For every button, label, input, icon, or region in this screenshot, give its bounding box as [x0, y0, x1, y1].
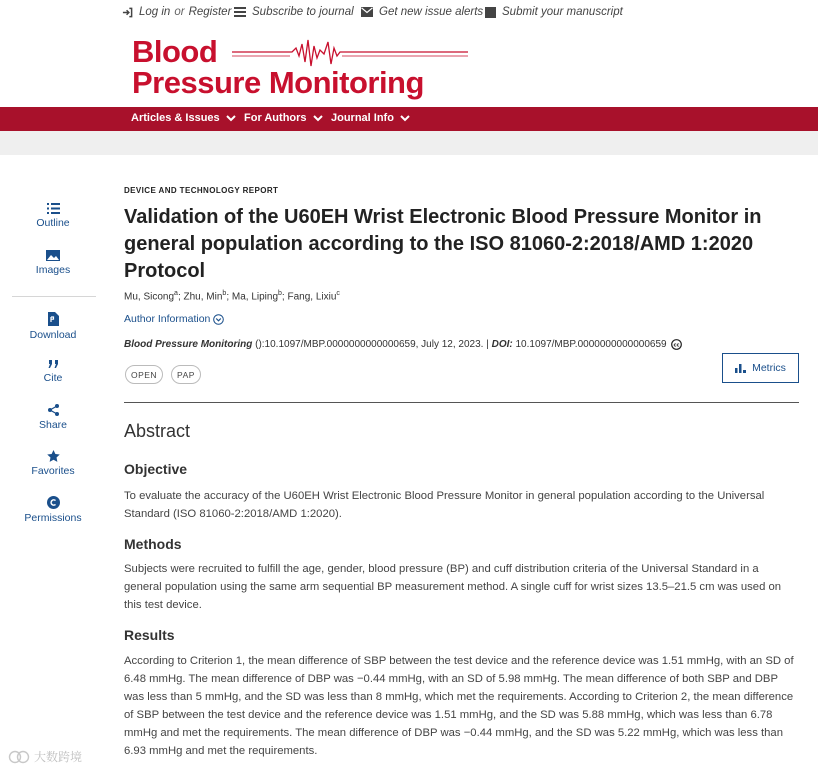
or-text: or — [174, 6, 185, 18]
author-separator: ; — [177, 291, 184, 303]
watermark-logo-icon — [8, 750, 30, 764]
nav-label: Journal Info — [331, 112, 394, 124]
author-name[interactable]: Ma, Liping — [231, 291, 279, 303]
top-utility-bar — [0, 0, 818, 28]
author-affiliation-sup: a — [174, 290, 178, 297]
subscribe-label[interactable]: Subscribe to journal — [252, 6, 354, 18]
citation-line — [124, 339, 682, 350]
sidebar-label: Share — [38, 419, 68, 431]
alerts-label[interactable]: Get new issue alerts — [379, 6, 484, 18]
sidebar-item-images[interactable] — [10, 250, 96, 276]
alerts-link[interactable] — [361, 6, 483, 18]
watermark-text: 大数跨境 — [34, 750, 83, 764]
envelope-icon — [361, 7, 373, 17]
results-heading: Results — [124, 627, 175, 643]
metrics-button[interactable] — [722, 353, 799, 383]
nav-for-authors[interactable] — [244, 112, 323, 124]
journal-logo[interactable] — [132, 36, 472, 102]
star-icon — [47, 450, 60, 462]
methods-heading: Methods — [124, 536, 182, 552]
sidebar-item-share[interactable] — [10, 404, 96, 431]
doi-label: DOI: — [491, 339, 513, 350]
sidebar-divider — [12, 296, 96, 297]
doi-value[interactable]: 10.1097/MBP.0000000000000659 — [512, 339, 667, 350]
sidebar-label: Download — [29, 329, 77, 341]
square-icon — [485, 7, 496, 18]
article-type: DEVICE AND TECHNOLOGY REPORT — [124, 186, 279, 195]
subscribe-link[interactable] — [234, 6, 354, 18]
author-name[interactable]: Zhu, Min — [183, 291, 223, 303]
author-affiliation-sup: b — [222, 290, 227, 297]
nav-journal-info[interactable] — [331, 112, 410, 124]
article-title: Validation of the U60EH Wrist Electronic Blood Pressure Monitor in general population according to the ISO 81060-2:2018/AMD 1:2020 Protocol — [124, 206, 762, 282]
sidebar-item-download[interactable] — [10, 312, 96, 341]
metrics-label: Metrics — [752, 362, 786, 374]
chevron-down-icon — [313, 115, 323, 122]
sidebar-label: Outline — [36, 217, 70, 229]
watermark — [8, 748, 82, 765]
nav-label: For Authors — [244, 112, 307, 124]
chevron-down-icon — [400, 115, 410, 122]
creative-commons-icon — [671, 339, 682, 350]
citation-text: ():10.1097/MBP.0000000000000659, July 12, 2023. | — [252, 339, 492, 350]
author-affiliation-sup: b — [278, 290, 282, 297]
sidebar-item-permissions[interactable] — [10, 496, 96, 524]
register-link[interactable]: Register — [188, 6, 232, 18]
objective-text: To evaluate the accuracy of the U60EH Wrist Electronic Blood Pressure Monitor in general population according to the Universal Standard (ISO 81060-2:2018/AMD 1:2020). — [124, 490, 765, 520]
objective-heading: Objective — [124, 461, 188, 477]
grey-band — [0, 131, 818, 155]
methods-text: Subjects were recruited to fulfill the age, gender, blood pressure (BP) and cuff distribution criteria of the Universal Standard in a general population using the same arm sequential BP measurement method. A single cuff for wrist sizes 13.5–21.5 cm was used on this test device. — [124, 563, 782, 611]
nav-articles-issues[interactable] — [131, 112, 236, 124]
sidebar-label: Images — [35, 264, 71, 276]
list-icon — [47, 203, 60, 214]
pap-badge: PAP — [171, 365, 201, 384]
author-affiliation-sup: c — [336, 290, 340, 297]
submit-link[interactable] — [485, 6, 623, 18]
image-icon — [46, 250, 60, 261]
bar-chart-icon — [735, 364, 746, 373]
sidebar-item-outline[interactable] — [10, 203, 96, 229]
sidebar-label: Cite — [43, 372, 63, 384]
login-icon — [122, 7, 133, 18]
logo-line-2: Pressure Monitoring — [132, 65, 424, 100]
author-separator: ; — [281, 291, 288, 303]
author-name[interactable]: Mu, Sicong — [124, 291, 175, 303]
pdf-icon — [48, 312, 59, 326]
author-information-toggle[interactable] — [124, 313, 224, 325]
main-nav — [0, 107, 818, 131]
open-access-badge: OPEN — [125, 365, 163, 384]
journal-name: Blood Pressure Monitoring — [124, 339, 253, 350]
author-separator: ; — [226, 291, 232, 303]
author-name[interactable]: Fang, Lixiu — [287, 291, 337, 303]
login-register — [122, 6, 231, 18]
logo-line-1: Blood — [132, 34, 218, 69]
svg-text:cc: cc — [673, 342, 680, 349]
submit-label[interactable]: Submit your manuscript — [502, 6, 623, 18]
sidebar-item-cite[interactable] — [10, 360, 96, 384]
author-information-label: Author Information — [124, 313, 211, 325]
sidebar-label: Favorites — [31, 465, 75, 477]
copyright-icon — [47, 496, 60, 509]
menu-icon — [234, 7, 246, 17]
share-icon — [48, 404, 59, 416]
login-link[interactable]: Log in — [139, 6, 171, 18]
results-text: According to Criterion 1, the mean difference of SBP between the test device and the reference device was 1.51 mmHg, with an SD of 6.48 mmHg. The mean difference of DBP was −0.44 mmHg, with an SD of 5.98 mmHg. The mean difference of both SBP and DBP was less than 5 mmHg, and the SD was less than 8 mmHg, which met the requirements. According to Criterion 2, the mean difference of SBP between the test device and the reference device was 1.51 mmHg, and the SD was 5.88 mmHg, which was less than 6.78 mmHg and met the requirements. The mean difference of DBP was −0.44 mmHg, and the SD was 5.22 mmHg, which was less than 6.93 mmHg and met the requirements. — [124, 655, 794, 757]
author-list — [124, 290, 340, 302]
chevron-circle-icon — [213, 314, 224, 325]
header-divider — [124, 402, 799, 403]
chevron-down-icon — [226, 115, 236, 122]
quote-icon — [48, 360, 59, 369]
nav-label: Articles & Issues — [131, 112, 220, 124]
abstract-heading: Abstract — [124, 421, 191, 441]
sidebar-label: Permissions — [24, 512, 82, 524]
sidebar-item-favorites[interactable] — [10, 450, 96, 477]
